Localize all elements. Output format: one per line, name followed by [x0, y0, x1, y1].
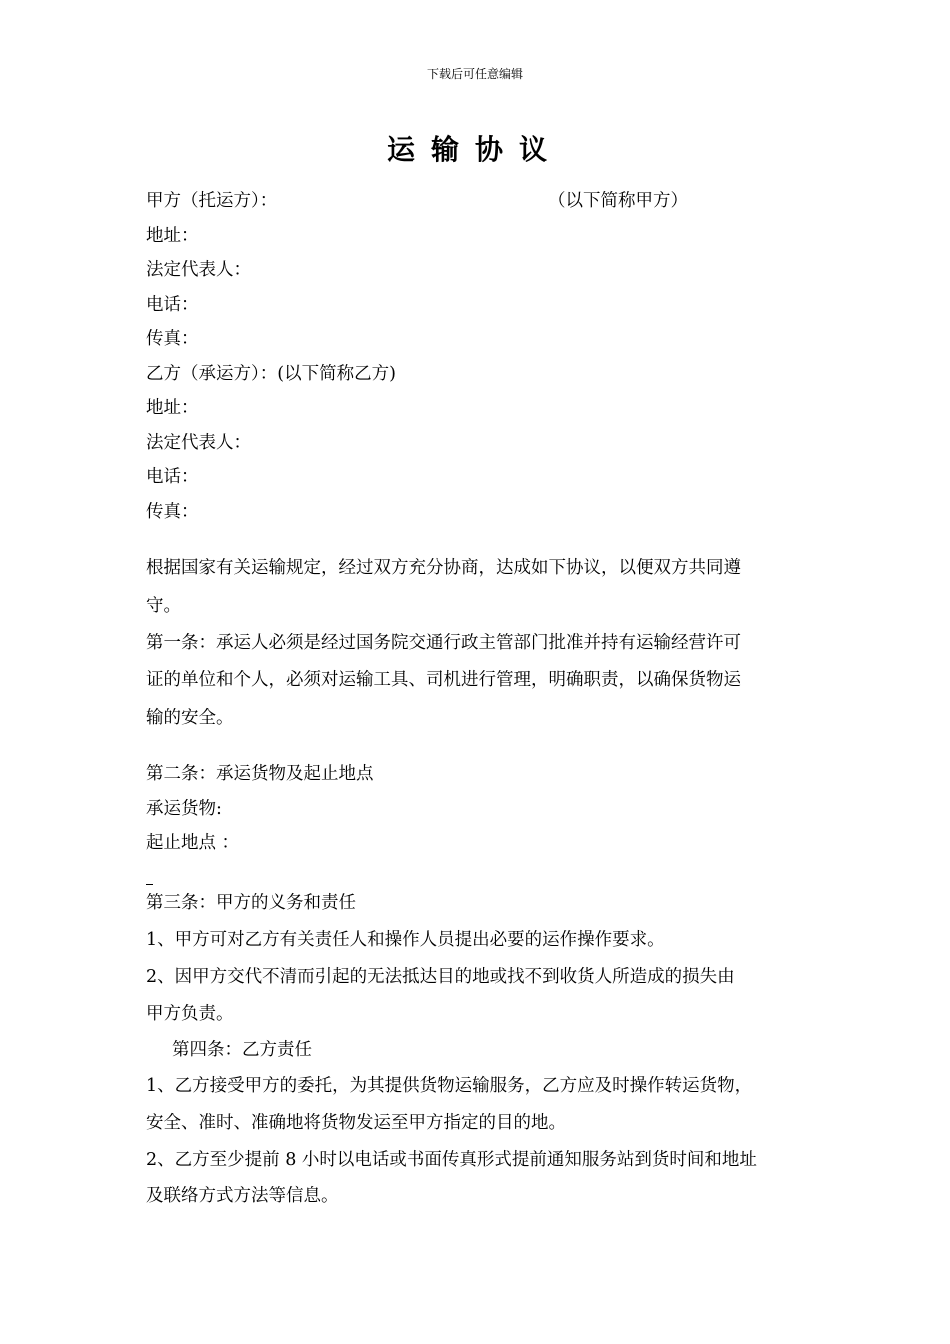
article-3-item-1: 1、甲方可对乙方有关责任人和操作人员提出必要的运作操作要求。 — [146, 930, 665, 950]
article-1-line-2: 证的单位和个人，必须对运输工具、司机进行管理，明确职责，以确保货物运 — [146, 670, 741, 690]
article-4-item-1-line-1: 1、乙方接受甲方的委托，为其提供货物运输服务，乙方应及时操作转运货物， — [146, 1076, 753, 1096]
party-a-label: 甲方（托运方）： — [146, 191, 278, 211]
article-1-line-1: 第一条：承运人必须是经过国务院交通行政主管部门批准并持有运输经营许可 — [146, 633, 741, 653]
party-b-address: 地址： — [146, 398, 199, 418]
party-a-legal-rep: 法定代表人： — [146, 260, 251, 280]
article-4-item-2-line-1: 2、乙方至少提前 8 小时以电话或书面传真形式提前通知服务站到货时间和地址 — [146, 1150, 757, 1170]
party-a-abbreviation: （以下简称甲方） — [548, 191, 688, 211]
article-4-heading: 第四条：乙方责任 — [172, 1040, 312, 1060]
article-2-route: 起止地点 ： — [146, 833, 240, 853]
preamble-line-2: 守。 — [146, 596, 181, 616]
article-4-item-1-line-2: 安全、准时、准确地将货物发运至甲方指定的目的地。 — [146, 1113, 566, 1133]
party-b-legal-rep: 法定代表人： — [146, 433, 251, 453]
document-title: 运输协议 — [386, 133, 563, 166]
text-cursor-mark — [146, 884, 153, 885]
article-1-line-3: 输的安全。 — [146, 708, 234, 728]
article-3-item-2-line-2: 甲方负责。 — [146, 1004, 234, 1024]
party-a-phone: 电话： — [146, 295, 199, 315]
article-3-item-2-line-1: 2、因甲方交代不清而引起的无法抵达目的地或找不到收货人所造成的损失由 — [146, 967, 735, 987]
party-b-phone: 电话： — [146, 467, 199, 487]
page-header-note: 下载后可任意编辑 — [426, 67, 523, 81]
article-3-heading: 第三条：甲方的义务和责任 — [146, 893, 356, 913]
party-b-label: 乙方（承运方）：(以下简称乙方) — [146, 364, 396, 384]
article-2-goods: 承运货物: — [146, 799, 222, 819]
article-4-item-2-line-2: 及联络方式方法等信息。 — [146, 1186, 339, 1206]
article-2-heading: 第二条：承运货物及起止地点 — [146, 764, 374, 784]
party-a-fax: 传真： — [146, 329, 199, 349]
party-b-fax: 传真： — [146, 502, 199, 522]
party-a-address: 地址： — [146, 226, 199, 246]
preamble-line-1: 根据国家有关运输规定，经过双方充分协商，达成如下协议，以便双方共同遵 — [146, 558, 741, 578]
